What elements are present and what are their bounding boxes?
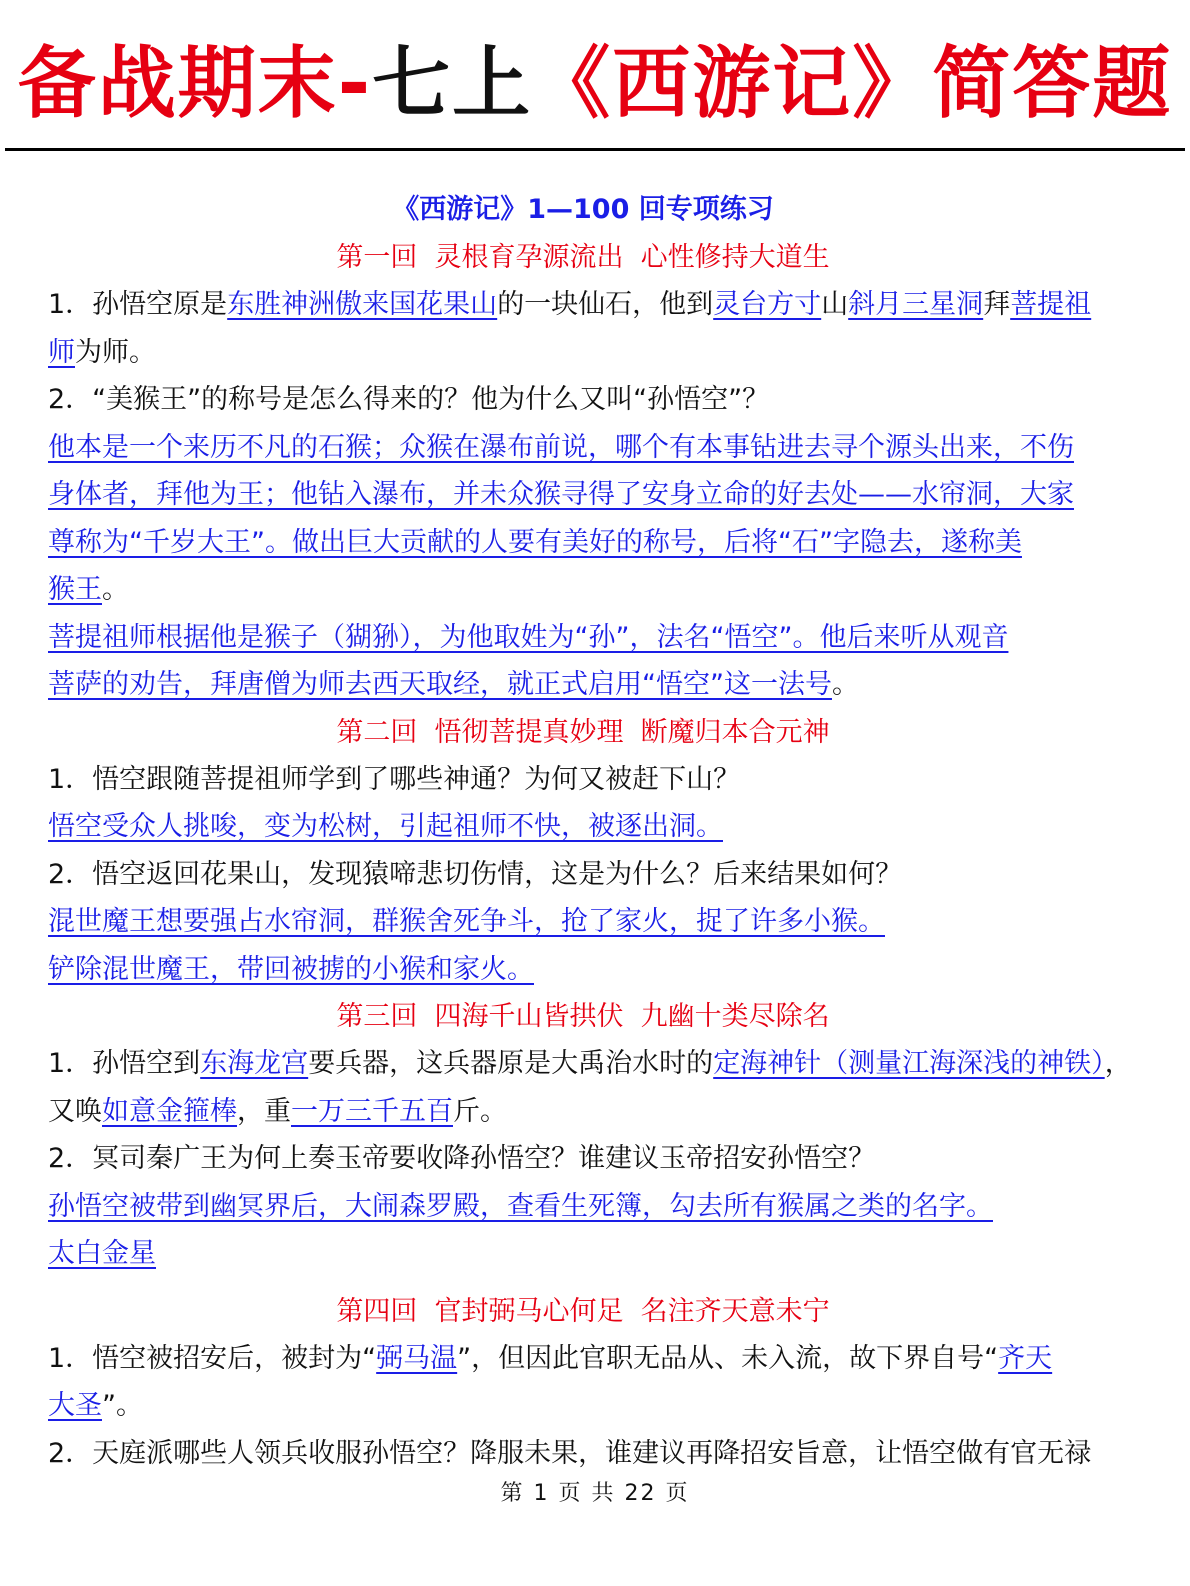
question-text: 又唤 [48, 1095, 102, 1127]
page-footer: 第 1 页 共 22 页 [500, 1481, 690, 1506]
answer-text: 铲除混世魔王，带回被掳的小猴和家火。 [48, 953, 534, 985]
question-text: 1．孙悟空原是 [48, 289, 228, 320]
answer-line [48, 803, 1118, 851]
question-text: 1．孙悟空到 [48, 1048, 201, 1079]
question-line [48, 1040, 1132, 1088]
title-divider [5, 148, 1185, 151]
question-line [48, 756, 1118, 804]
question-text: ”。 [102, 1390, 143, 1421]
answer-text: 悟空受众人挑唆，变为松树，引起祖师不快，被逐出洞。 [48, 811, 723, 842]
question-text: 1．悟空跟随菩提祖师学到了哪些神通？为何又被赶下山？ [48, 763, 741, 795]
question-text: 2．冥司秦广王为何上奏玉帝要收降孙悟空？谁建议玉帝招安孙悟空？ [48, 1143, 876, 1174]
question-text: 的一块仙石，他到 [497, 289, 714, 320]
question-line [48, 1430, 1118, 1478]
answer-text: 灵台方寸 [713, 289, 822, 320]
question-text: 2．“美猴王”的称号是怎么得来的？他为什么又叫“孙悟空”？ [48, 384, 770, 415]
question-text: 2．天庭派哪些人领兵收服孙悟空？降服未果，谁建议再降招安旨意，让悟空做有官无禄 [48, 1437, 1092, 1469]
title-part-3: 《西游记》简答题 [532, 39, 1173, 129]
answer-text: 一万三千五百 [291, 1095, 453, 1127]
punctuation: 。 [102, 574, 129, 605]
question-line [48, 1135, 1118, 1183]
question-text: 为师。 [75, 336, 156, 368]
answer-text: 齐天 [998, 1342, 1053, 1374]
question-line [48, 1088, 1118, 1136]
answer-line [48, 898, 1118, 946]
answer-text: 猴王 [48, 574, 102, 605]
answer-text: 菩萨的劝告，拜唐僧为师去西天取经，就正式启用“悟空”这一法号 [48, 669, 832, 700]
answer-text: 尊称为“千岁大王”。做出巨大贡献的人要有美好的称号，后将“石”字隐去，遂称美 [48, 526, 1022, 558]
answer-text: 身体者，拜他为王；他钻入瀑布，并未众猴寻得了安身立命的好去处——水帘洞，大家 [48, 479, 1074, 510]
question-line [48, 851, 1118, 899]
answer-text: 菩提祖 [1010, 289, 1092, 320]
answer-text: 孙悟空被带到幽冥界后，大闹森罗殿，查看生死簿，勾去所有猴属之类的名字。 [48, 1190, 993, 1222]
chapter-heading: 第四回 官封弼马心何足 名注齐天意未宁 [336, 1295, 830, 1327]
question-line [48, 1382, 1118, 1430]
answer-text: 大圣 [48, 1390, 102, 1421]
section-subtitle: 《西游记》1—100 回专项练习 [392, 194, 774, 225]
question-text: 1．悟空被招安后，被封为“ [48, 1342, 377, 1374]
answer-text: 东海龙宫 [200, 1048, 309, 1079]
answer-line [48, 1183, 1118, 1231]
answer-text: 太白金星 [48, 1238, 156, 1269]
question-line [48, 376, 1118, 424]
title-part-1: 备战期末- [17, 39, 373, 129]
answer-line [48, 946, 1118, 994]
chapter-heading: 第二回 悟彻菩提真妙理 断魔归本合元神 [336, 716, 830, 748]
answer-line [48, 566, 1118, 614]
question-text: 要兵器，这兵器原是大禹治水时的 [308, 1048, 714, 1079]
title-part-2: 七上 [372, 39, 533, 129]
answer-line [48, 661, 1118, 709]
chapter-heading: 第三回 四海千山皆拱伏 九幽十类尽除名 [336, 1001, 830, 1032]
answer-text: 菩提祖师根据他是猴子（猢狲），为他取姓为“孙”，法名“悟空”。他后来听从观音 [48, 621, 1009, 653]
answer-text: 如意金箍棒 [102, 1095, 237, 1127]
spacer [48, 1278, 1118, 1288]
punctuation: 。 [831, 669, 859, 700]
question-text: 拜 [983, 289, 1011, 320]
answer-line [48, 424, 1118, 472]
answer-line [48, 471, 1118, 519]
answer-line [48, 519, 1118, 567]
document-title [0, 34, 1190, 134]
answer-line [48, 614, 1118, 662]
answer-text: 弼马温 [376, 1342, 458, 1374]
question-line [48, 281, 1118, 329]
document-body [48, 186, 1132, 1477]
question-text: ，重 [237, 1095, 291, 1127]
answer-line [48, 1230, 1118, 1278]
question-line [48, 329, 1118, 377]
answer-text: 他本是一个来历不凡的石猴；众猴在瀑布前说，哪个有本事钻进去寻个源头出来，不伤 [48, 431, 1074, 463]
answer-text: 东胜神洲傲来国花果山 [227, 289, 498, 320]
punctuation: ， [1104, 1048, 1132, 1079]
answer-text: 定海神针（测量江海深浅的神铁） [713, 1048, 1105, 1079]
question-line [48, 1335, 1118, 1383]
chapter-heading: 第一回 灵根育孕源流出 心性修持大道生 [336, 242, 830, 273]
question-text: ”，但因此官职无品从、未入流，故下界自号“ [457, 1342, 999, 1374]
answer-text: 斜月三星洞 [848, 289, 984, 320]
answer-text: 师 [48, 336, 75, 368]
answer-text: 混世魔王想要强占水帘洞，群猴舍死争斗，抢了家火，捉了许多小猴。 [48, 906, 885, 937]
question-text: 山 [821, 289, 849, 320]
question-text: 斤。 [453, 1095, 507, 1127]
question-text: 2．悟空返回花果山，发现猿啼悲切伤情，这是为什么？后来结果如何？ [48, 858, 903, 890]
